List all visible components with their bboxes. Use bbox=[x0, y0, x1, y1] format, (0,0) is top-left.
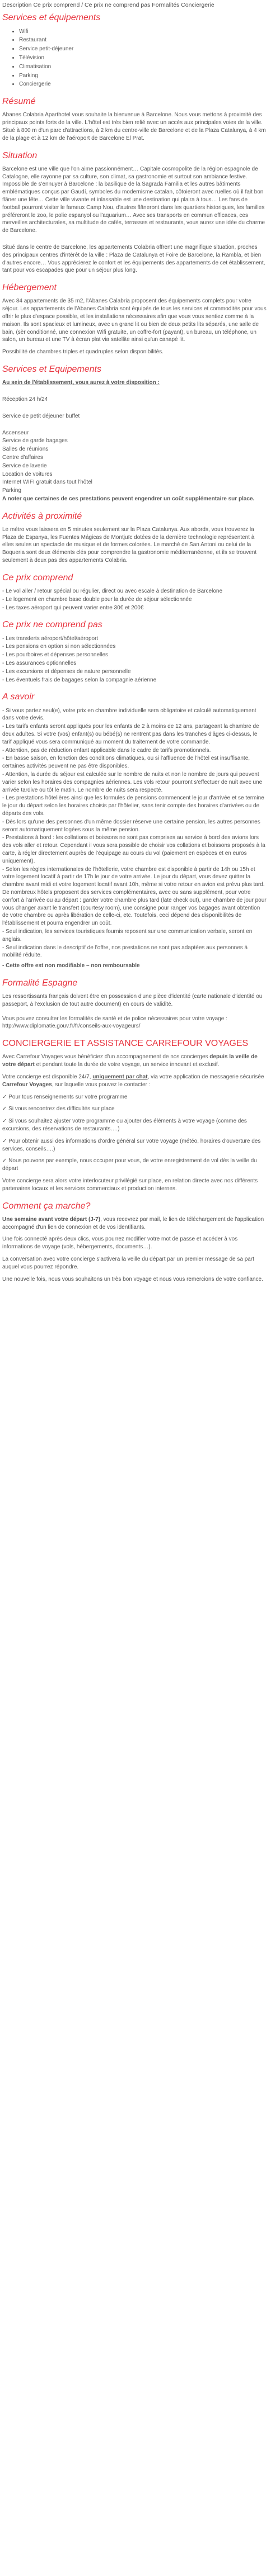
comment-title: Comment ça marche? bbox=[2, 1201, 91, 1211]
asavoir-note: - Cette offre est non modifiable – non remboursable bbox=[2, 963, 140, 969]
hebergement-paragraph: Possibilité de chambres triples et quadruples selon disponibilités. bbox=[2, 349, 164, 356]
formalite-paragraph: Vous pouvez consulter les formalités de santé et de police nécessaires pour votre voyage : http://www.diplomatie.gouv.fr/fr/conseils-aux-voyageurs/ bbox=[2, 1015, 227, 1030]
services2-item: Parking bbox=[2, 487, 21, 494]
comment-paragraph: Une nouvelle fois, nous vous souhaitons un très bon voyage et nous vous remercions de votre confiance. bbox=[2, 1276, 263, 1282]
services2-intro: Au sein de l'établissement, vous aurez à votre disposition : bbox=[2, 380, 160, 386]
necomprend-item: - Les excursions et dépenses de nature personnelle bbox=[2, 668, 131, 675]
asavoir-item: - En basse saison, en fonction des conditions climatiques, ou si l'affluence de l'hôtel est insuffisante, certaines activités peuvent ne pas être disponibles. bbox=[2, 755, 250, 770]
service-item: • Restaurant bbox=[19, 36, 267, 44]
comment-paragraph: Une fois connecté après deux clics, vous pourrez modifier votre mot de passe et accéder à vos informations de voyage (vols, hébergements, documents…). bbox=[2, 1236, 238, 1251]
comment-text: , vous recevrez par mail, le lien de téléchargement de l'application accompagné d'un lien de connexion et de vos identifiants. bbox=[2, 1216, 264, 1230]
services2-item: Service de laverie bbox=[2, 462, 47, 469]
conciergerie-text: Avec Carrefour Voyages vous bénéficiez d'un accompagnement de nos concierges bbox=[2, 1054, 210, 1060]
asavoir-item: - Les tarifs enfants seront appliqués pour les enfants de 2 à moins de 12 ans, partageant la chambre de deux adultes. Si votre (vos) enfant(s) ou bébé(s) ne rentrent pas dans les tranches d'âges ci-dessus, le tarif appliqué vous sera communiqué au moment du traitement de votre commande. bbox=[2, 723, 259, 745]
situation-paragraph: Barcelone est une ville que l'on aime passionnément… Capitale cosmopolite de la région espagnole de Catalogne, elle rayonne par sa culture, son climat, sa gastronomie et surtout son ambiance festive. Impossible de s'ennuyer à Barcelone : la basilique de la Sagrada Familia et les autres bâtiments emblématiques conçus par Gaudí, symboles du modernisme catalan, côtoieront avec ruelles où il fait bon flâner une fête… Cette ville vivante et inlassable est une destination qui plaira à tous… Les fans de football pourront visiter le fameux Camp Nou, d'autres flâneront dans les quartiers historiques, les familles préféreront le zoo, le polie espanyol ou l'aquarium… Avec ses transports en commun efficaces, ces merveilles architecturales, sa multitude de cafés, terrasses et restaurants, vous aurez une idée du charme de Barcelone. bbox=[2, 165, 265, 234]
conciergerie-paragraph bbox=[2, 1073, 267, 1089]
necomprend-list bbox=[2, 635, 267, 684]
conciergerie-text: et pendant toute la durée de votre voyage, un service innovant et exclusif. bbox=[34, 1062, 220, 1068]
comment-paragraph: La conversation avec votre concierge s'activera la veille du départ par un premier message de sa part auquel vous pourrez répondre. bbox=[2, 1256, 254, 1270]
formalite-title: Formalité Espagne bbox=[2, 978, 78, 988]
conciergerie-emphasis: uniquement par chat bbox=[92, 1074, 148, 1081]
asavoir-title: A savoir bbox=[2, 692, 35, 702]
services2-item: Service de garde bagages bbox=[2, 438, 68, 444]
services2-reception: Réception 24 h/24 bbox=[2, 396, 48, 402]
situation-title: Situation bbox=[2, 150, 38, 160]
conciergerie-emphasis: Carrefour Voyages bbox=[2, 1081, 52, 1088]
conciergerie-bullet: ✓ Si vous rencontrez des difficultés sur place bbox=[2, 1106, 115, 1112]
services2-item: Location de voitures bbox=[2, 471, 53, 477]
services2-breakfast: Service de petit déjeuner buffet bbox=[2, 413, 80, 419]
tabs-description: Description Ce prix comprend / Ce prix ne comprend pas Formalités Conciergerie bbox=[2, 2, 214, 8]
resume-title: Résumé bbox=[2, 97, 36, 107]
asavoir-item: - Prestations à bord : les collations et boissons ne sont pas comprises au service à bord des avions lors des vols aller et retour. Cependant il vous sera possible de choisir vos collations et boissons proposés à la carte, à régler directement auprès de l'équipage au cours du vol (paiement en espèces et en euros uniquement). bbox=[2, 835, 265, 864]
comprend-item: - Les taxes aéroport qui peuvent varier entre 30€ et 200€ bbox=[2, 604, 144, 611]
service-item: • Télévision bbox=[19, 54, 267, 62]
asavoir-item: - Les prestations hôtelières ainsi que les formules de pensions commencent le jour d'arrivée et se termine le jour du départ selon les horaires choisis par l'hôtelier, sans tenir compte des horaires d'arrivées ou de départs des vols. bbox=[2, 795, 264, 817]
asavoir-item: - Attention, la durée du séjour est calculée sur le nombre de nuits et non le nombre de jours qui peuvent varier selon les horaires des compagnies aériennes. Les vols retour pourront s'effectuer de nuit avec une arrivée tardive ou tôt le matin. Le nombre de nuits sera respecté. bbox=[2, 771, 263, 793]
conciergerie-bullet: ✓ Pour tous renseignements sur votre programme bbox=[2, 1093, 128, 1100]
conciergerie-text: , via votre application de messagerie sécurisée bbox=[147, 1074, 264, 1081]
conciergerie-bullet: ✓ Pour obtenir aussi des informations d'ordre général sur votre voyage (météo, horaires d'ouverture des services, conseils….) bbox=[2, 1138, 261, 1152]
comprend-item: - Le vol aller / retour spécial ou régulier, direct ou avec escale à destination de Barcelone bbox=[2, 588, 223, 595]
asavoir-item: - Seul indication, les services touristiques fournis reposent sur une communication verbale, seront en anglais. bbox=[2, 928, 253, 943]
hebergement-title: Hébergement bbox=[2, 283, 57, 293]
asavoir-item: - Si vous partez seul(e), votre prix en chambre individuelle sera obligatoire et calculé automatiquement dans votre devis. bbox=[2, 707, 256, 722]
comprend-list bbox=[2, 588, 267, 612]
asavoir-item: - Dès lors qu'une des personnes d'un même dossier réserve une certaine pension, les autres personnes seront automatiquement logées sous la même pension. bbox=[2, 818, 260, 833]
service-item: • Service petit-déjeuner bbox=[19, 45, 267, 53]
conciergerie-bullet: ✓ Si vous souhaitez ajuster votre programme ou ajouter des éléments à votre voyage (comme des excursions, des réservations de restaurants….) bbox=[2, 1118, 247, 1133]
service-item: • Parking bbox=[19, 72, 267, 80]
necomprend-item: - Les assurances optionnelles bbox=[2, 660, 77, 667]
conciergerie-paragraph bbox=[2, 1053, 267, 1069]
conciergerie-paragraph: Votre concierge sera alors votre interlocuteur privilégié sur place, en relation directe avec nos différents partenaires locaux et les services commerciaux et production internes. bbox=[2, 1178, 258, 1192]
resume-text: Abanes Colabria Aparthotel vous souhaite la bienvenue à Barcelone. Nous vous mettons à proximité des principaux points forts de la ville. L'hôtel est très bien relié avec un accès aux principales voies de la ville. Situé à 800 m d'un parc d'attractions, à 2 km du centre-ville de Barcelone et de la Plaza Catalunya, à 4 km de la plage et à 12 km de l'aéroport de Barcelone El Prat. bbox=[2, 112, 266, 141]
service-item: • Conciergerie bbox=[19, 80, 267, 88]
asavoir-list bbox=[2, 707, 267, 960]
conciergerie-text: , sur laquelle vous pouvez le contacter : bbox=[52, 1081, 151, 1088]
asavoir-item: - Attention, pas de réduction enfant applicable dans le cadre de tarifs promotionnels. bbox=[2, 747, 211, 754]
services2-note: A noter que certaines de ces prestations peuvent engendrer un coût supplémentaire sur place. bbox=[2, 495, 255, 502]
services-list bbox=[2, 28, 267, 89]
situation-paragraph: Situé dans le centre de Barcelone, les appartements Colabria offrent une magnifique situation, proches des principaux centres d'intérêt de la ville : Plaza de Catalunya et Foire de Barcelone, la Rambla, et bien d'autres encore… Vous apprécierez le confort et les équipements des appartements de cet établissement, tant pour vos escapades que pour un séjour plus long. bbox=[2, 244, 265, 274]
services2-item: Centre d'affaires bbox=[2, 454, 43, 461]
comprend-title: Ce prix comprend bbox=[2, 572, 73, 583]
formalite-paragraph: Les ressortissants français doivent être en possession d'une pièce d'identité (carte nationale d'identité ou passeport, à l'exclusion de tout autre document) en cours de validité. bbox=[2, 993, 263, 1007]
activites-text: Le métro vous laissera en 5 minutes seulement sur la Plaza Catalunya. Aux abords, vous trouverez la Plaza de Espanya, les Fuentes Mágicas de Montjuïc dotées de la dernière technologie représentent à elles seules un spectacle de musique et de formes colorées. Le marché de San Antoni ou celui de la Boqueria sont deux éléments clés pour comprendre la gastronomie méditerranéenne, et ils se trouvent seulement à deux pas des appartements Colabria. bbox=[2, 526, 257, 564]
services2-item: Internet WIFI gratuit dans tout l'hôtel bbox=[2, 479, 92, 486]
conciergerie-bullets bbox=[2, 1093, 267, 1173]
services-title: Services et équipements bbox=[2, 13, 101, 23]
hebergement-paragraph: Avec 84 appartements de 35 m2, l'Abanes Calabria proposent des équipements complets pour votre séjour. Les appartements de l'Abanes Calabria sont équipés de tous les services et commodités pour vous offrir le plus d'espace possible, et les installations nécessaires afin que vous vous sentiez comme à la maison. Ils sont spacieux et lumineux, avec un grand lit ou bien de deux petits lits séparés, une salle de bain, (sèr conditionné, une connexion Wifi gratuite, un coffre-fort (payant), un bureau, un téléphone, un salon, un bureau et une TV à écran plat via satellite ainsi qu'un canapé lit. bbox=[2, 298, 267, 343]
services2-title: Services et Equipements bbox=[2, 364, 101, 374]
services2-list bbox=[2, 429, 267, 495]
comment-emphasis: Une semaine avant votre départ (J-7) bbox=[2, 1216, 101, 1223]
necomprend-item: - Les pourboires et dépenses personnelles bbox=[2, 652, 109, 659]
asavoir-item: - Seul indication dans le descriptif de l'offre, nos prestations ne sont pas adaptées aux personnes à mobilité réduite. bbox=[2, 944, 248, 959]
conciergerie-bullet: ✓ Nous pouvons par exemple, nous occuper pour vous, de votre enregistrement de vol dès la veille du départ bbox=[2, 1158, 257, 1172]
page-content bbox=[0, 0, 271, 1283]
necomprend-item: - Les transferts aéroport/hôtel/aéroport bbox=[2, 635, 99, 642]
asavoir-item: - Selon les règles internationales de l'hôtellerie, votre chambre est disponible à partir de 14h ou 15h et votre logement locatif à partir de 17h le jour de votre arrivée. Le jour du départ, vous devez quitter la chambre avant midi et votre logement locatif avant 10h, même si votre retour en avion est prévu plus tard. De nombreux hôtels proposent des services complémentaires, avec ou sans supplément, pour votre confort à l'arrivée ou au départ : garder votre chambre plus tard (late check out), une chambre de jour pour vous changer avant le transfert (courtesy room), une consigne pour ranger vos bagages avant obtention de votre chambre ou après libération de celle-ci, etc. Toutefois, ceci dépend des disponibilités de l'établissement et pourra engendrer un coût. bbox=[2, 866, 267, 927]
necomprend-item: - Les pensions en option si non sélectionnées bbox=[2, 643, 116, 650]
necomprend-title: Ce prix ne comprend pas bbox=[2, 620, 102, 630]
conciergerie-text: Votre concierge est disponible 24/7, bbox=[2, 1074, 93, 1081]
comment-paragraph bbox=[2, 1216, 267, 1232]
conciergerie-title: CONCIERGERIE ET ASSISTANCE CARREFOUR VOYAGES bbox=[2, 1039, 249, 1049]
activites-title: Activités à proximité bbox=[2, 511, 82, 521]
service-item: • Wifi bbox=[19, 28, 267, 36]
comprend-item: - Le logement en chambre base double pour la durée de séjour sélectionnée bbox=[2, 596, 192, 603]
necomprend-item: - Les éventuels frais de bagages selon la compagnie aérienne bbox=[2, 676, 157, 683]
services2-item: Salles de réunions bbox=[2, 446, 49, 453]
services2-item: Ascenseur bbox=[2, 429, 29, 436]
conciergerie-emphasis: depuis la veille de votre départ bbox=[2, 1054, 258, 1068]
service-item: • Climatisation bbox=[19, 63, 267, 71]
